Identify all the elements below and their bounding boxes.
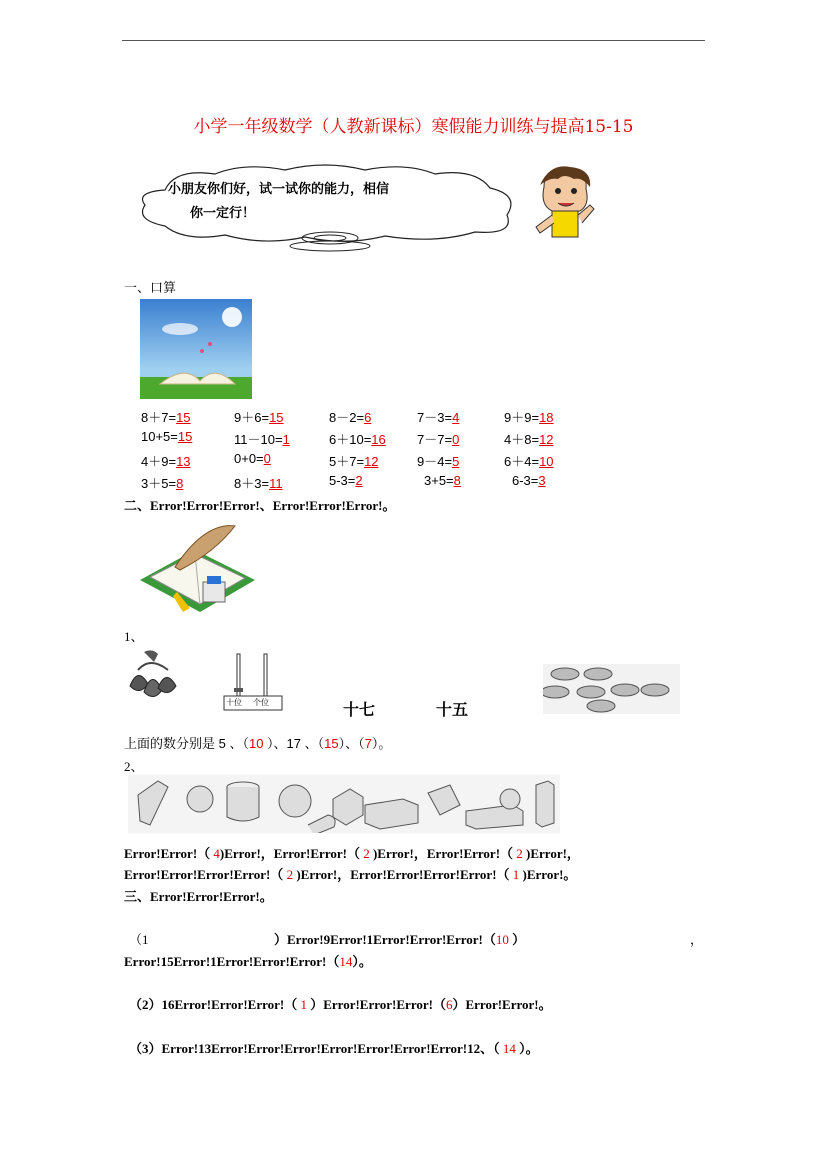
section-2-heading: 二、Error!Error!Error!、Error!Error!Error!。	[124, 498, 396, 513]
arith-row: 10+5=15 11－10=1 6＋10=16 7－7=0 4＋8=12	[141, 429, 554, 447]
problem-3: （3）Error!13Error!Error!Error!Error!Error!Error!Error!12、（ 14 ）。	[129, 1041, 539, 1056]
question-2-number: 2、	[124, 759, 144, 774]
cloud-line-1: 小朋友你们好，试一试你的能力，相信	[168, 182, 390, 197]
problem-1-text: ）Error!9Error!1Error!Error!Error!（10 ）	[274, 932, 526, 947]
question-1-answer-line: 上面的数分别是 5 、（10 ）、17 、（15）、（7）。	[124, 736, 392, 751]
problem-2: （2）16Error!Error!Error!（ 1 ）Error!Error!Error!（6）Error!Error!。	[129, 997, 552, 1012]
question-1-number: 1、	[124, 629, 144, 644]
arith-row: 4＋9=13 0+0=0 5＋7=12 9－4=5 6＋4=10	[141, 451, 554, 469]
3d-shapes-picture	[128, 775, 560, 833]
page-title: 小学一年级数学（人教新课标）寒假能力训练与提高15-15	[193, 117, 634, 137]
question-2-line-1: Error!Error!（ 4)Error!，Error!Error!（ 2 )Error!，Error!Error!（ 2 )Error!，	[124, 846, 580, 861]
section-1-heading: 一、口算	[124, 280, 177, 295]
top-rule	[122, 40, 705, 41]
abacus-label-ones: 个位	[253, 698, 269, 707]
problem-1-line-2: Error!15Error!1Error!Error!Error!（14）。	[124, 954, 372, 969]
buttons-picture	[543, 664, 680, 714]
strawberries-picture	[124, 648, 180, 704]
arith-row: 8＋7=15 9＋6=15 8－2=6 7－3=4 9＋9=18	[141, 410, 554, 425]
question-2-line-2: Error!Error!Error!Error!（ 2 )Error!，Error!Error!Error!Error!（ 1 )Error!。	[124, 867, 577, 882]
number-word-seventeen: 十七	[343, 700, 376, 719]
number-word-fifteen: 十五	[436, 700, 469, 719]
book-quill-picture	[135, 522, 260, 618]
boy-illustration	[530, 165, 600, 245]
sky-book-picture	[140, 299, 252, 399]
cloud-line-2: 你一定行！	[190, 206, 256, 221]
abacus-label-tens: 十位	[226, 698, 242, 707]
problem-1-open: （1	[129, 932, 149, 947]
section-3-heading: 三、Error!Error!Error!。	[124, 889, 273, 904]
problem-1-comma: ，	[690, 932, 704, 947]
arith-row: 3＋5=8 8＋3=11 5-3=2 3+5=8 6-3=3	[141, 473, 546, 491]
